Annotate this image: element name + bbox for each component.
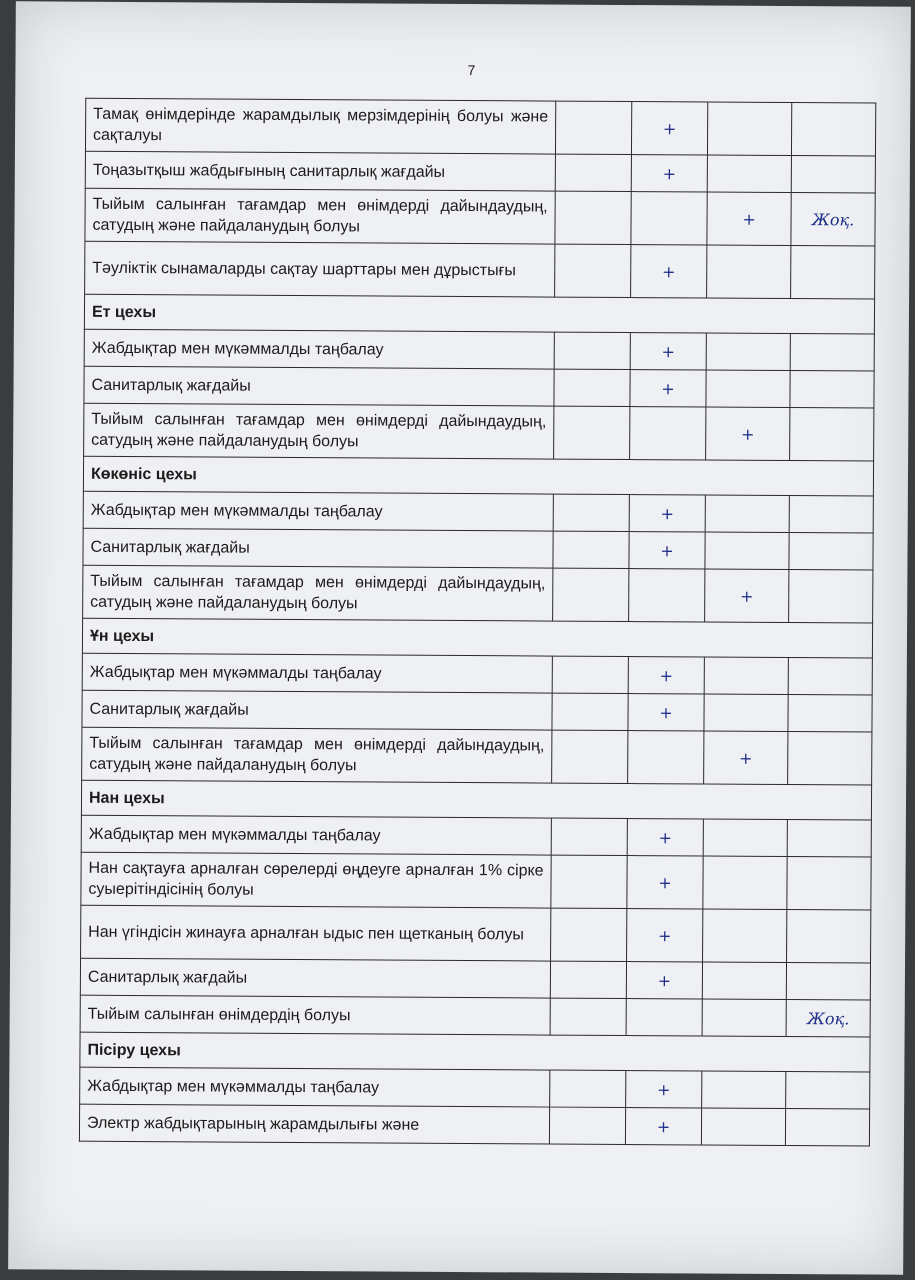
checklist-row [81, 852, 871, 910]
check-mark-cell [550, 961, 626, 998]
section-header-row [82, 618, 872, 658]
check-mark-cell [705, 532, 789, 570]
check-mark-cell [790, 334, 874, 372]
check-mark-cell [786, 1072, 870, 1110]
check-mark-cell [703, 909, 787, 963]
document-page [8, 1, 911, 1274]
criterion-text: Жабдықтар мен мүкәммалды таңбалау [83, 491, 553, 531]
handwritten-note: Жоқ. [786, 1000, 870, 1038]
criterion-text: Жабдықтар мен мүкәммалды таңбалау [84, 329, 554, 369]
checklist-row [84, 366, 874, 408]
check-mark-cell [707, 102, 791, 156]
check-mark-cell [553, 494, 629, 531]
check-mark-cell [790, 371, 874, 409]
check-mark-cell [555, 191, 631, 244]
check-mark-cell: + [631, 155, 707, 192]
checklist-row [81, 905, 871, 963]
checklist-row [83, 528, 873, 570]
criterion-text: Тоңазытқыш жабдығының санитарлық жағдайы [85, 151, 555, 191]
check-mark-cell: + [705, 569, 789, 623]
check-mark-cell [549, 1107, 625, 1144]
check-mark-cell [788, 695, 872, 733]
section-title: Көкөніс цехы [83, 456, 873, 496]
check-mark-cell: + [704, 731, 788, 785]
check-mark-cell: + [625, 1108, 701, 1145]
criterion-text: Нан сақтауға арналған сөрелерді өңдеуге арналған 1% сірке суыерітіндісінің болуы [81, 852, 551, 908]
check-mark-cell [552, 656, 628, 693]
check-mark-cell [789, 496, 873, 534]
check-mark-cell [706, 333, 790, 371]
check-mark-cell [551, 855, 627, 908]
criterion-text: Тыйым салынған тағамдар мен өнімдерді дайындаудың, сатудың және пайдаланудың болуы [83, 565, 553, 621]
check-mark-cell: + [627, 909, 703, 962]
check-mark-cell [631, 192, 707, 245]
check-mark-cell [554, 369, 630, 406]
criterion-text: Электр жабдықтарының жарамдылығы және [79, 1104, 549, 1144]
criterion-text: Тамақ өнімдерінде жарамдылық мерзімдерінің болуы және сақталуы [85, 98, 555, 154]
criterion-text: Тәуліктік сынамаларды сақтау шарттары мен дұрыстығы [85, 241, 555, 297]
check-mark-cell [552, 730, 628, 783]
checklist-row [79, 1104, 869, 1146]
check-mark-cell [702, 999, 786, 1037]
check-mark-cell [550, 1070, 626, 1107]
check-mark-cell [791, 246, 875, 300]
check-mark-cell: + [629, 532, 705, 569]
check-mark-cell [787, 857, 871, 911]
check-mark-cell [554, 332, 630, 369]
check-mark-cell [705, 495, 789, 533]
check-mark-cell: + [627, 819, 703, 856]
check-mark-cell [786, 963, 870, 1001]
section-title: Пісіру цехы [80, 1032, 870, 1072]
check-mark-cell [788, 658, 872, 696]
check-mark-cell [628, 731, 704, 784]
checklist-row [81, 815, 871, 857]
check-mark-cell [702, 1071, 786, 1109]
check-mark-cell [626, 999, 702, 1036]
check-mark-cell [553, 531, 629, 568]
check-mark-cell [703, 856, 787, 910]
check-mark-cell: + [627, 856, 703, 909]
check-mark-cell [787, 820, 871, 858]
check-mark-cell: + [706, 407, 790, 461]
checklist-row [85, 241, 875, 299]
criterion-text: Тыйым салынған тағамдар мен өнімдерді дайындаудың, сатудың және пайдаланудың болуы [82, 727, 552, 783]
check-mark-cell [629, 569, 705, 622]
check-mark-cell [787, 910, 871, 964]
page-number: 7 [467, 62, 476, 79]
criterion-text: Тыйым салынған тағамдар мен өнімдерді дайындаудың, сатудың және пайдаланудың болуы [85, 188, 555, 244]
check-mark-cell [789, 533, 873, 571]
criterion-text: Жабдықтар мен мүкәммалды таңбалау [80, 1067, 550, 1107]
check-mark-cell [555, 244, 631, 297]
checklist-row [80, 1067, 870, 1109]
checklist-row [82, 727, 872, 785]
criterion-text: Санитарлық жағдайы [80, 958, 550, 998]
check-mark-cell [707, 245, 791, 299]
criterion-text: Санитарлық жағдайы [82, 690, 552, 730]
check-mark-cell [555, 101, 631, 154]
check-mark-cell: + [630, 370, 706, 407]
check-mark-cell: + [626, 962, 702, 999]
checklist-row [80, 958, 870, 1000]
check-mark-cell [701, 1108, 785, 1146]
criterion-text: Санитарлық жағдайы [84, 366, 554, 406]
check-mark-cell [551, 818, 627, 855]
check-mark-cell [630, 407, 706, 460]
checklist-row [83, 491, 873, 533]
checklist-row [82, 653, 872, 695]
criterion-text: Тыйым салынған тағамдар мен өнімдерді дайындаудың, сатудың және пайдаланудың болуы [84, 403, 554, 459]
check-mark-cell [703, 819, 787, 857]
section-header-row [81, 780, 871, 820]
check-mark-cell [791, 156, 875, 194]
criterion-text: Жабдықтар мен мүкәммалды таңбалау [81, 815, 551, 855]
check-mark-cell: + [707, 192, 791, 246]
check-mark-cell [704, 657, 788, 695]
section-title: Нан цехы [81, 780, 871, 820]
check-mark-cell: + [631, 102, 707, 155]
checklist-row [85, 188, 875, 246]
criterion-text: Жабдықтар мен мүкәммалды таңбалау [82, 653, 552, 693]
checklist-row [82, 690, 872, 732]
check-mark-cell: + [626, 1071, 702, 1108]
check-mark-cell [707, 155, 791, 193]
check-mark-cell [553, 568, 629, 621]
check-mark-cell: + [629, 495, 705, 532]
section-title: Ұн цехы [82, 618, 872, 658]
section-title: Ет цехы [84, 294, 874, 334]
check-mark-cell: + [628, 657, 704, 694]
check-mark-cell [785, 1109, 869, 1147]
check-mark-cell [552, 693, 628, 730]
checklist-row [84, 329, 874, 371]
check-mark-cell: + [631, 245, 707, 298]
check-mark-cell [788, 732, 872, 786]
check-mark-cell [791, 103, 875, 157]
check-mark-cell [789, 570, 873, 624]
check-mark-cell [702, 962, 786, 1000]
checklist-row [84, 403, 874, 461]
check-mark-cell [706, 370, 790, 408]
checklist-row [83, 565, 873, 623]
section-header-row [80, 1032, 870, 1072]
section-header-row [83, 456, 873, 496]
handwritten-note: Жоқ. [791, 193, 875, 247]
check-mark-cell [704, 694, 788, 732]
check-mark-cell: + [630, 333, 706, 370]
check-mark-cell [551, 908, 627, 961]
check-mark-cell [790, 408, 874, 462]
check-mark-cell [550, 998, 626, 1035]
criterion-text: Санитарлық жағдайы [83, 528, 553, 568]
check-mark-cell [555, 154, 631, 191]
check-mark-cell [554, 406, 630, 459]
checklist-row [85, 98, 875, 156]
section-header-row [84, 294, 874, 334]
criterion-text: Нан үгіндісін жинауға арналған ыдыс пен щетканың болуы [81, 905, 551, 961]
checklist-row [85, 151, 875, 193]
criterion-text: Тыйым салынған өнімдердің болуы [80, 995, 550, 1035]
inspection-checklist-table [79, 98, 876, 1147]
check-mark-cell: + [628, 694, 704, 731]
checklist-row [80, 995, 870, 1037]
